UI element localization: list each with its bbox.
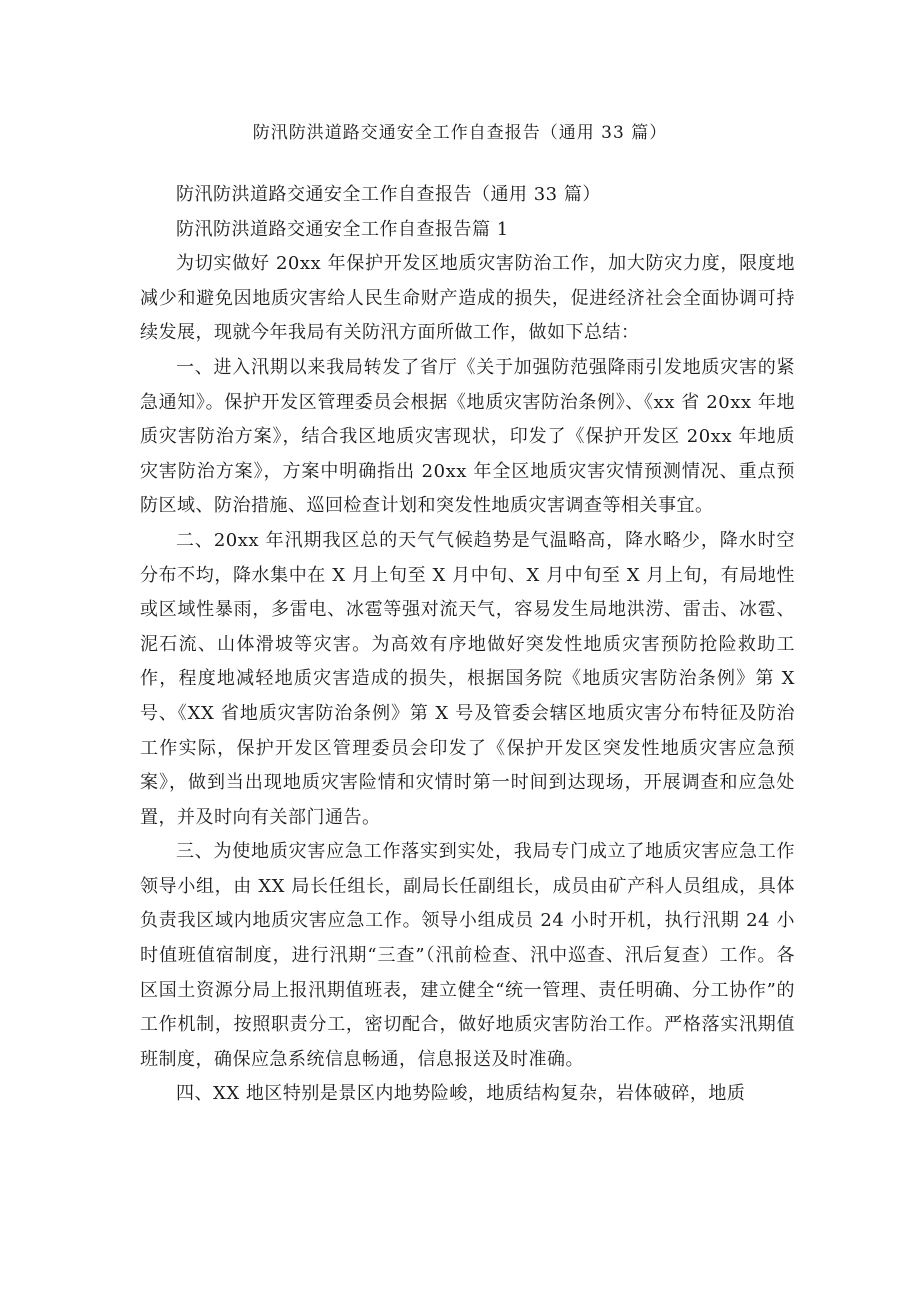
document-subtitle: 防汛防洪道路交通安全工作自查报告（通用 33 篇） <box>176 184 601 205</box>
paragraph-2: 二、20xx 年汛期我区总的天气气候趋势是气温略高，降水略少，降水时空分布不均，降水集中在 X 月上旬至 X 月中旬、X 月中旬至 X 月上旬，有局地性或区域性暴雨，多雷电、冰雹等强对流天气，容易发生局地洪涝、雷击、冰雹、泥石流、山体滑坡等灾害。为高效有序地做好突发性地质灾害预防抢险救助工作，程度地减轻地质灾害造成的损失，根据国务院《地质灾害防治条例》第 X 号、《XX 省地质灾害防治条例》第 X 号及管委会辖区地质灾害分布特征及防治工作实际，保护开发区管理委员会印发了《保护开发区突发性地质灾害应急预案》，做到当出现地质灾害险情和灾情时第一时间到达现场，开展调查和应急处置，并及时向有关部门通告。 <box>140 529 795 828</box>
paragraph-intro: 为切实做好 20xx 年保护开发区地质灾害防治工作，加大防灾力度，限度地减少和避免因地质灾害给人民生命财产造成的损失，促进经济社会全面协调可持续发展，现就今年我局有关防汛方面所做工作，做如下总结： <box>140 253 795 344</box>
document-title: 防汛防洪道路交通安全工作自查报告（通用 33 篇） <box>252 123 668 143</box>
paragraph-4: 四、XX 地区特别是景区内地势险峻，地质结构复杂，岩体破碎，地质 <box>176 1083 746 1105</box>
section-heading: 防汛防洪道路交通安全工作自查报告篇 1 <box>176 218 509 240</box>
document-body <box>140 178 795 1112</box>
paragraph-1: 一、进入汛期以来我局转发了省厅《关于加强防范强降雨引发地质灾害的紧急通知》。保护开发区管理委员会根据《地质灾害防治条例》、《xx 省 20xx 年地质灾害防治方案》，结合我区地质灾害现状，印发了《保护开发区 20xx 年地质灾害防治方案》，方案中明确指出 20xx 年全区地质灾害灾情预测情况、重点预防区域、防治措施、巡回检查计划和突发性地质灾害调查等相关事宜。 <box>140 356 795 517</box>
paragraph-3: 三、为使地质灾害应急工作落实到实处，我局专门成立了地质灾害应急工作领导小组，由 XX 局长任组长，副局长任副组长，成员由矿产科人员组成，具体负责我区域内地质灾害应急工作。领导小组成员 24 小时开机，执行汛期 24 小时值班值宿制度，进行汛期“三查”（汛前检查、汛中巡查、汛后复查）工作。各区国土资源分局上报汛期值班表，建立健全“统一管理、责任明确、分工协作”的工作机制，按照职责分工，密切配合，做好地质灾害防治工作。严格落实汛期值班制度，确保应急系统信息畅通，信息报送及时准确。 <box>140 841 795 1070</box>
